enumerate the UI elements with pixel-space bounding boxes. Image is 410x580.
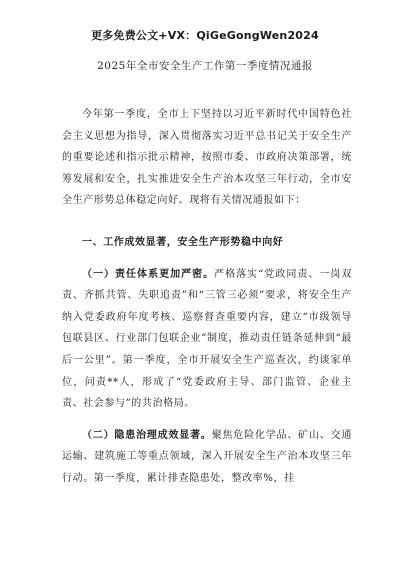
paragraph-text: 聚焦危险化学品、矿山、交通运输、建筑施工等重点领域，深入开展安全生产治本攻坚三年行动。第一季度，累计排查隐患处，整改率%，挂: [62, 429, 352, 484]
subsection-heading: （二）隐患治理成效显著。: [82, 429, 212, 441]
paragraph-hazard: [62, 425, 352, 490]
subsection-heading: （一）责任体系更加严密。: [82, 268, 215, 280]
paragraph-responsibility: [62, 264, 352, 415]
document-title: 2025年全市安全生产工作第一季度情况通报: [97, 60, 313, 72]
promo-banner: 更多免费公文+VX：QiGeGongWen2024: [91, 29, 319, 42]
spacer: [62, 212, 352, 222]
paragraph-text: 严格落实“党政同责、一岗双责、齐抓共管、失职追责”和“三管三必须”要求，将安全生产纳入党委政府年度考核、巡察督查重要内容，建立“市级领导包联县区、行业部门包联企业”制度，推动责任链条延伸到“最后一公里”。第一季度，全市开展安全生产巡查次，约谈家单位，问责**人，形成了“党委政府主导、部门监管、企业主责、社会参与”的共治格局。: [62, 268, 352, 410]
document-body: [62, 104, 352, 490]
section-heading: 一、工作成效显著，安全生产形势稳中向好: [82, 236, 284, 248]
spacer: [62, 415, 352, 425]
intro-paragraph: 今年第一季度，全市上下坚持以习近平新时代中国特色社会主义思想为指导，深入贯彻落实习近平总书记关于安全生产的重要论述和指示批示精神，按照市委、市政府决策部署，统筹发展和安全，扎实推进安全生产治本攻坚三年行动，全市安全生产形势总体稳定向好。现将有关情况通报如下：: [62, 109, 352, 207]
